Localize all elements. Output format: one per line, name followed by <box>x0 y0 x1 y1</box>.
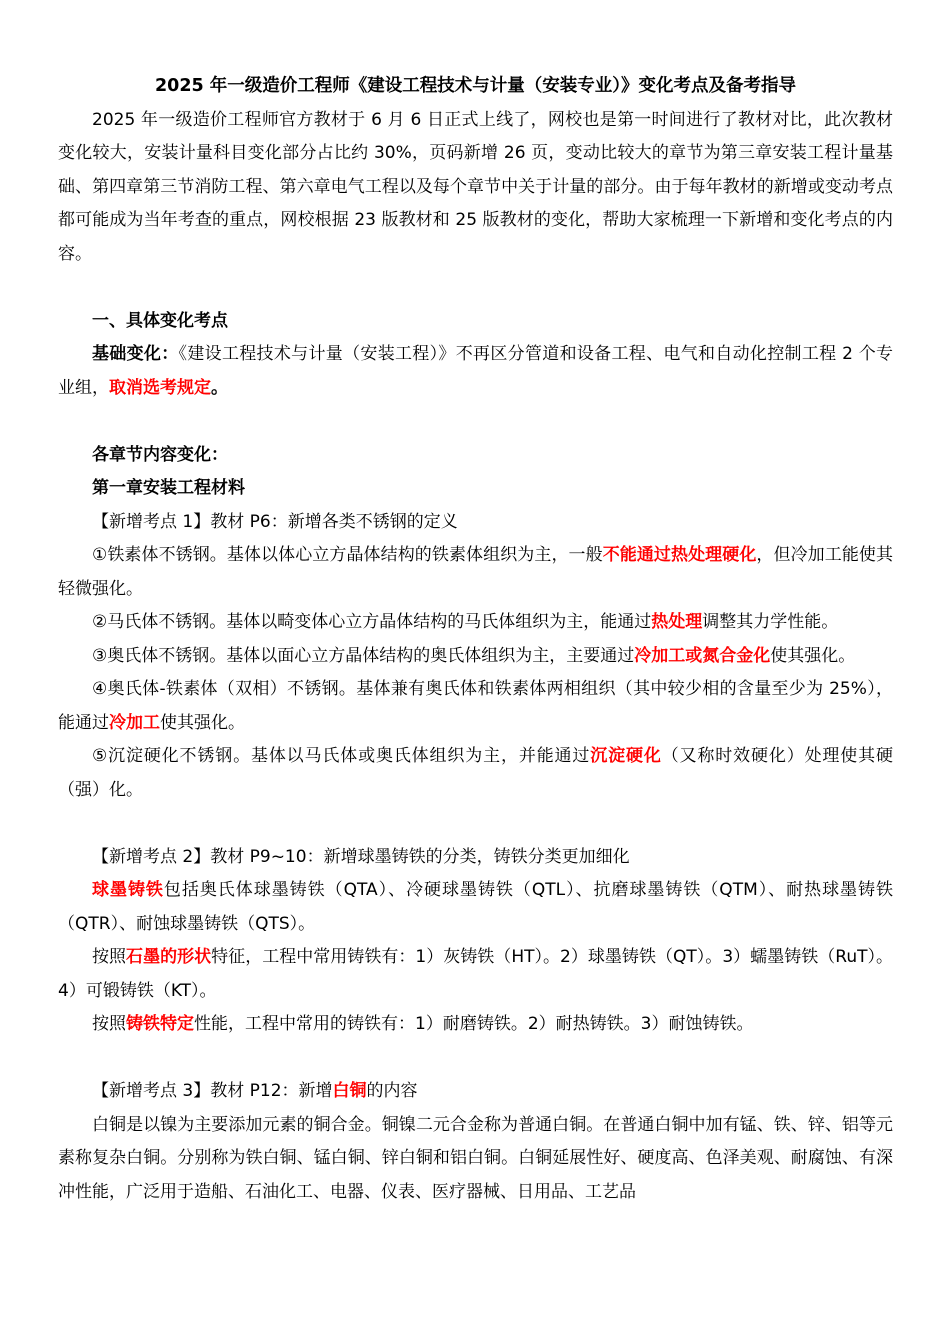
section1-heading: 一、具体变化考点 <box>92 310 228 331</box>
point1-item2-text-end: 调整其力学性能。 <box>702 612 839 632</box>
point1-item5-text-end: （又称时效硬化）处理使其硬（强）化。 <box>58 746 893 800</box>
point1-item5 <box>58 740 893 807</box>
point3-heading-highlight: 白铜 <box>332 1081 367 1101</box>
point1-item3-text-end: 使其强化。 <box>770 645 856 666</box>
point2-paragraph1 <box>58 874 893 941</box>
point1-item1-text-end: ，但冷加工能使其轻微强化。 <box>58 545 893 599</box>
intro-paragraph: 2025 年一级造价工程师官方教材于 6 月 6 日正式上线了，网校也是第一时间进行了教材对比，此次教材变化较大，安装计量科目变化部分占比约 30%，页码新增 26 页，变动比较大的章节为第三章安装工程计量基础、第四章第三节消防工程、第六章电气工程以及每个章节中关于计量的部分。由于每年教材的新增或变动考点都可能成为当年考查的重点，网校根据 23 版教材和 25 版教材的变化，帮助大家梳理一下新增和变化考点的内容。 <box>58 109 893 264</box>
basic-change-text: 《建设工程技术与计量（安装工程）》不再区分管道和设备工程、电气和自动化控制工程 2 个专业组， <box>58 344 893 398</box>
point3-heading-text: 【新增考点 3】教材 P12：新增 <box>92 1081 333 1101</box>
basic-change-end: 。 <box>211 377 228 398</box>
point1-item1 <box>58 539 893 606</box>
basic-change-highlight: 取消选考规定 <box>109 377 211 398</box>
point1-item3-highlight: 冷加工或氮合金化 <box>634 645 771 666</box>
point1-item5-text: ⑤沉淀硬化不锈钢。基体以马氏体或奥氏体组织为主，并能通过 <box>92 746 591 766</box>
spacer <box>58 271 893 305</box>
point1-item4-text: ④奥氏体-铁素体（双相）不锈钢。基体兼有奥氏体和铁素体两相组织（其中较少相的含量至少为 25%），能通过 <box>58 679 893 733</box>
point2-p2-highlight: 石墨的形状 <box>126 947 212 967</box>
point2-p1-highlight: 球墨铸铁 <box>92 880 164 900</box>
document-title: 2025 年一级造价工程师《建设工程技术与计量（安装专业）》变化考点及备考指导 <box>154 76 797 96</box>
spacer <box>58 405 893 439</box>
basic-change-paragraph <box>58 338 893 405</box>
point1-item3-text: ③奥氏体不锈钢。基体以面心立方晶体结构的奥氏体组织为主，主要通过 <box>92 645 635 666</box>
point2-p2-text: 按照 <box>92 947 127 967</box>
point1-item3 <box>58 640 893 674</box>
point1-item4-highlight: 冷加工 <box>109 712 160 733</box>
point1-heading: 【新增考点 1】教材 P6：新增各类不锈钢的定义 <box>92 511 458 532</box>
point3-body: 白铜是以镍为主要添加元素的铜合金。铜镍二元合金称为普通白铜。在普通白铜中加有锰、铁、锌、铝等元素称复杂白铜。分别称为铁白铜、锰白铜、锌白铜和铝白铜。白铜延展性好、硬度高、色泽美观、耐腐蚀、有深冲性能，广泛用于造船、石油化工、电器、仪表、医疗器械、日用品、工艺品 <box>58 1114 893 1202</box>
point1-item4-text-end: 使其强化。 <box>160 712 245 733</box>
spacer <box>58 1042 893 1076</box>
point1-item1-highlight: 不能通过热处理硬化 <box>602 545 757 565</box>
point2-paragraph2 <box>58 941 893 1008</box>
chapter1-heading: 第一章安装工程材料 <box>92 478 245 498</box>
point3-heading-text-end: 的内容 <box>366 1081 418 1101</box>
point2-p2-text-end: 特征，工程中常用铸铁有：1）灰铸铁（HT）。2）球墨铸铁（QT）。3）蠕墨铸铁（RuT）。4）可锻铸铁（KT）。 <box>58 947 894 1001</box>
point2-heading: 【新增考点 2】教材 P9~10：新增球墨铸铁的分类，铸铁分类更加细化 <box>92 846 630 867</box>
point1-item4 <box>58 673 893 740</box>
point2-p3-text: 按照 <box>92 1014 126 1034</box>
chapters-heading: 各章节内容变化： <box>92 444 228 465</box>
point1-item2-text: ②马氏体不锈钢。基体以畸变体心立方晶体结构的马氏体组织为主，能通过 <box>92 612 652 632</box>
point2-p3-text-end: 性能，工程中常用的铸铁有：1）耐磨铸铁。2）耐热铸铁。3）耐蚀铸铁。 <box>194 1014 754 1034</box>
point2-p1-text: 包括奥氏体球墨铸铁（QTA）、冷硬球墨铸铁（QTL）、抗磨球墨铸铁（QTM）、耐热球墨铸铁（QTR）、耐蚀球墨铸铁（QTS）。 <box>58 880 894 934</box>
document-page <box>58 70 893 1209</box>
point2-paragraph3 <box>58 1008 893 1042</box>
point1-item2-highlight: 热处理 <box>651 612 703 632</box>
point3-heading <box>58 1075 893 1109</box>
point1-item2 <box>58 606 893 640</box>
basic-change-label: 基础变化： <box>92 344 179 364</box>
point1-item5-highlight: 沉淀硬化 <box>590 746 662 766</box>
point2-p3-highlight: 铸铁特定 <box>126 1014 194 1034</box>
spacer <box>58 807 893 841</box>
point1-item1-text: ①铁素体不锈钢。基体以体心立方晶体结构的铁素体组织为主，一般 <box>92 545 603 565</box>
